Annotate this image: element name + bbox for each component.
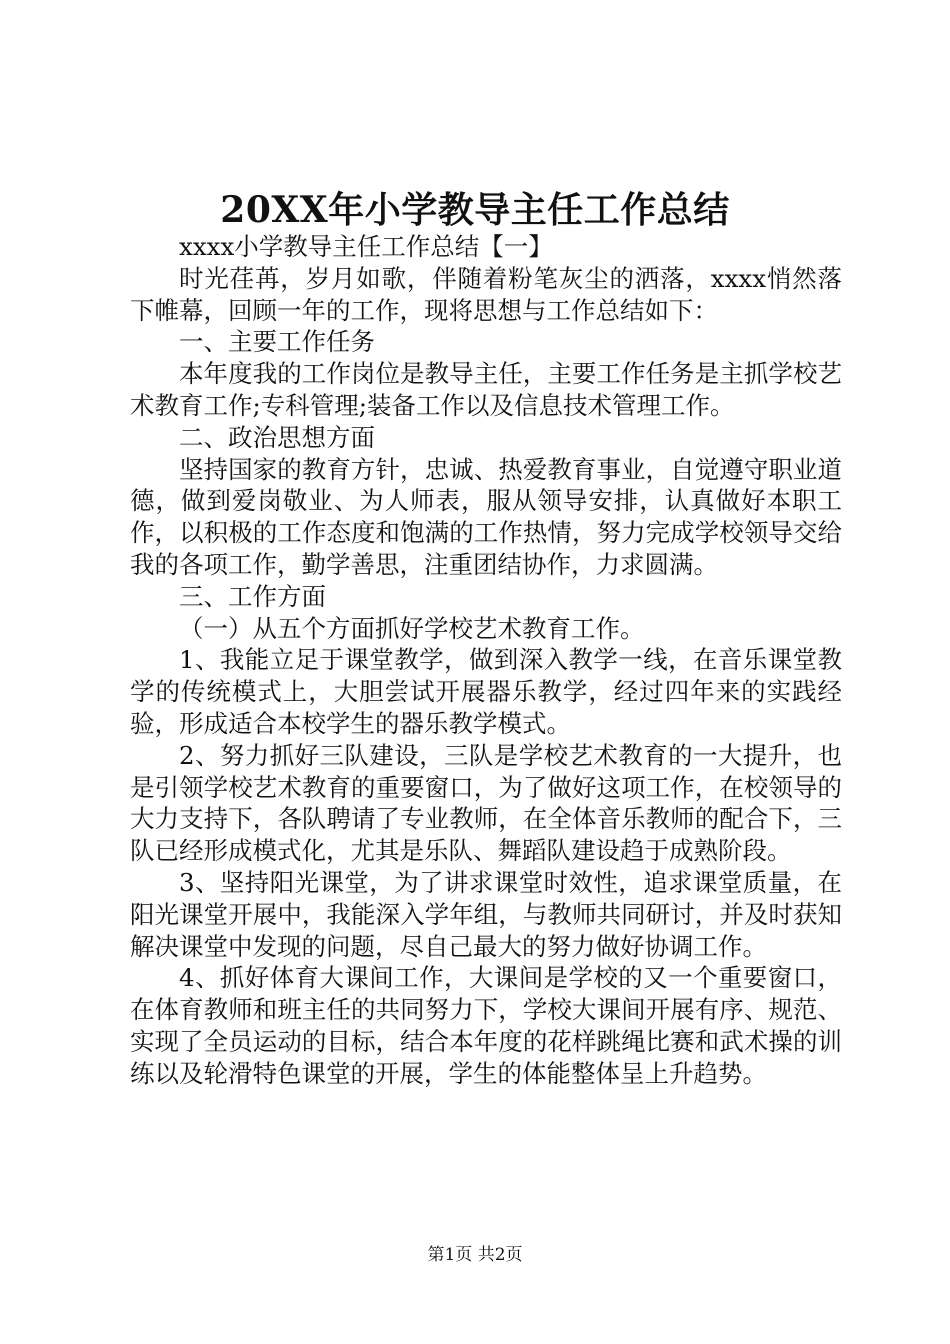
section-heading: xxxx小学教导主任工作总结【一】	[179, 232, 553, 261]
paragraph: 4、抓好体育大课间工作，大课间是学校的又一个重要窗口，在体育教师和班主任的共同努力下，学校大课间开展有序、规范、实现了全员运动的目标，结合本年度的花样跳绳比赛和武术操的训练以及轮滑特色课堂的开展，学生的体能整体呈上升趋势。	[130, 963, 842, 1088]
paragraph: 本年度我的工作岗位是教导主任，主要工作任务是主抓学校艺术教育工作;专科管理;装备工作以及信息技术管理工作。	[130, 359, 842, 420]
subsection-heading: （一）从五个方面抓好学校艺术教育工作。	[179, 613, 645, 643]
section-heading: 三、工作方面	[179, 581, 326, 611]
paragraph: 时光荏苒，岁月如歌，伴随着粉笔灰尘的洒落，xxxx悄然落下帷幕，回顾一年的工作，现将思想与工作总结如下：	[130, 263, 842, 325]
document-title: 20XX年小学教导主任工作总结	[220, 189, 730, 231]
page-footer: 第1页 共2页	[427, 1245, 523, 1265]
paragraph: 坚持国家的教育方针，忠诚、热爱教育事业，自觉遵守职业道德，做到爱岗敬业、为人师表，服从领导安排，认真做好本职工作，以积极的工作态度和饱满的工作热情，努力完成学校领导交给我的各项工作，勤学善思，注重团结协作，力求圆满。	[130, 454, 842, 579]
paragraph: 1、我能立足于课堂教学，做到深入教学一线，在音乐课堂教学的传统模式上，大胆尝试开展器乐教学，经过四年来的实践经验，形成适合本校学生的器乐教学模式。	[130, 645, 842, 738]
section-heading: 二、政治思想方面	[179, 422, 375, 452]
paragraph: 2、努力抓好三队建设，三队是学校艺术教育的一大提升，也是引领学校艺术教育的重要窗口，为了做好这项工作，在校领导的大力支持下，各队聘请了专业教师，在全体音乐教师的配合下，三队已经形成模式化，尤其是乐队、舞蹈队建设趋于成熟阶段。	[130, 740, 842, 866]
section-heading: 一、主要工作任务	[179, 327, 375, 357]
document-body	[130, 231, 842, 1090]
paragraph: 3、坚持阳光课堂，为了讲求课堂时效性，追求课堂质量，在阳光课堂开展中，我能深入学年组，与教师共同研讨，并及时获知解决课堂中发现的问题，尽自己最大的努力做好协调工作。	[130, 867, 842, 961]
